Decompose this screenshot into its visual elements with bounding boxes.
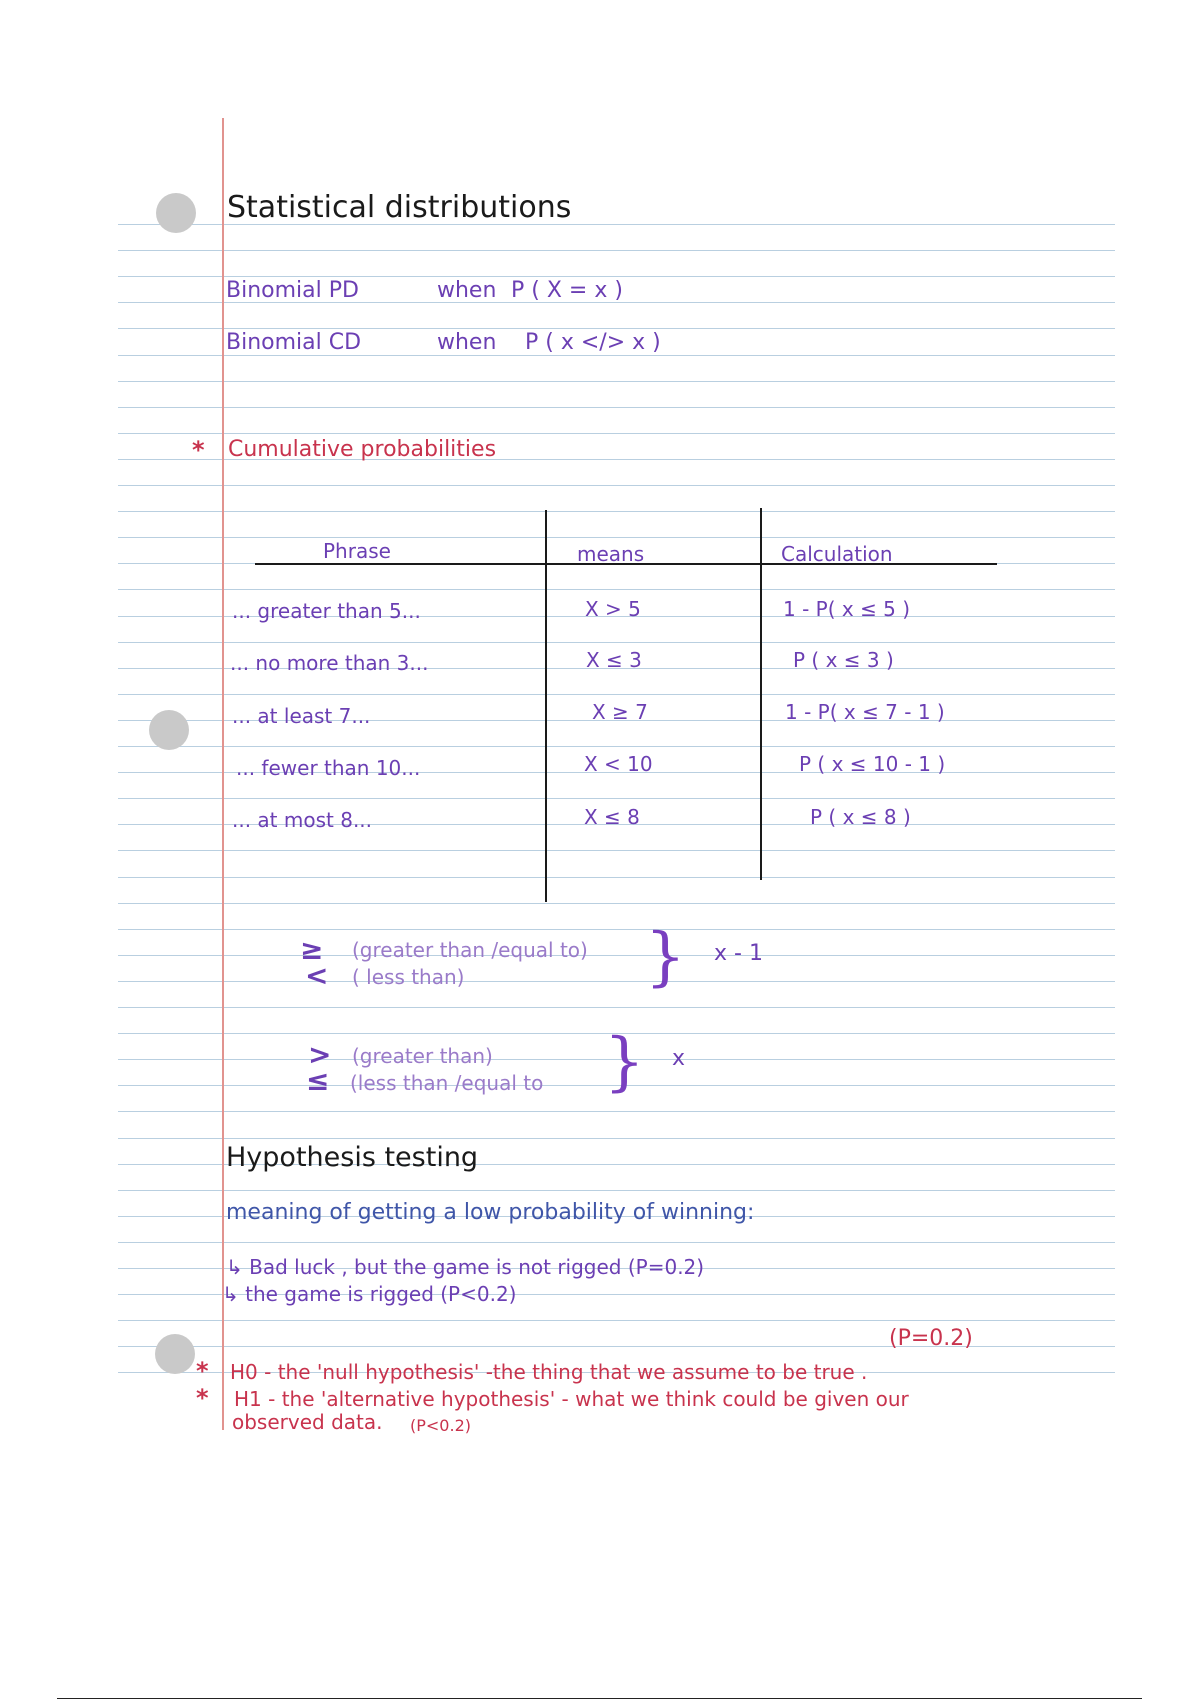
ruled-line xyxy=(118,929,1115,930)
ruled-line xyxy=(118,355,1115,356)
row-phrase: ... at least 7... xyxy=(232,704,371,728)
ruled-line xyxy=(118,903,1115,904)
table-header-means: means xyxy=(577,542,645,566)
page-title: Statistical distributions xyxy=(227,190,572,225)
rule-line: ( less than) xyxy=(352,965,465,989)
ruled-line xyxy=(118,877,1115,878)
row-calc: P ( x ≤ 3 ) xyxy=(793,648,894,672)
inequality-symbol: < xyxy=(305,959,329,992)
rule-line: (greater than) xyxy=(352,1044,493,1068)
row-phrase: ... fewer than 10... xyxy=(236,756,421,780)
ruled-line xyxy=(118,328,1115,329)
curly-brace: } xyxy=(645,920,686,994)
row-phrase: ... at most 8... xyxy=(232,808,373,832)
rule-result: x xyxy=(672,1046,686,1071)
ruled-line xyxy=(118,1111,1115,1112)
row-means: X ≤ 8 xyxy=(584,805,640,829)
binomial-cd-label: Binomial CD xyxy=(226,330,362,355)
ruled-line xyxy=(118,1320,1115,1321)
ruled-line xyxy=(118,276,1115,277)
alternative-hypothesis-definition: H1 - the 'alternative hypothesis' - what we think could be given our xyxy=(234,1387,909,1411)
ruled-line xyxy=(118,694,1115,695)
row-phrase: ... greater than 5... xyxy=(232,599,421,623)
inequality-symbol: ≤ xyxy=(306,1064,330,1097)
cumulative-heading: Cumulative probabilities xyxy=(228,437,497,462)
ruled-line xyxy=(118,850,1115,851)
row-calc: P ( x ≤ 8 ) xyxy=(810,805,911,829)
margin-line xyxy=(222,118,224,1430)
inequality-symbol: ≥ xyxy=(300,933,324,966)
star-marker: * xyxy=(196,1384,209,1412)
binomial-pd-label: Binomial PD xyxy=(226,278,359,303)
binomial-pd-expr: P ( X = x ) xyxy=(511,278,623,303)
hypothesis-bullet: ↳ the game is rigged (P<0.2) xyxy=(222,1282,517,1306)
punch-hole xyxy=(149,710,189,750)
p-value-note: (P=0.2) xyxy=(889,1326,973,1351)
ruled-line xyxy=(118,485,1115,486)
ruled-line xyxy=(118,433,1115,434)
p-value-note: (P<0.2) xyxy=(410,1416,471,1435)
ruled-line xyxy=(118,1007,1115,1008)
ruled-line xyxy=(118,589,1115,590)
null-hypothesis-definition: H0 - the 'null hypothesis' -the thing that we assume to be true . xyxy=(230,1360,868,1384)
row-phrase: ... no more than 3... xyxy=(230,651,429,675)
binomial-cd-expr: P ( x </> x ) xyxy=(525,330,661,355)
punch-hole xyxy=(156,193,196,233)
ruled-line xyxy=(118,250,1115,251)
ruled-line xyxy=(118,746,1115,747)
binomial-pd-when: when xyxy=(437,278,497,303)
ruled-line xyxy=(118,511,1115,512)
ruled-line xyxy=(118,955,1115,956)
ruled-line xyxy=(118,381,1115,382)
rule-line: (less than /equal to xyxy=(350,1071,544,1095)
table-header-calculation: Calculation xyxy=(781,542,893,566)
table-column-divider xyxy=(545,510,547,902)
hypothesis-meaning: meaning of getting a low probability of winning: xyxy=(226,1200,755,1225)
rule-result: x - 1 xyxy=(714,941,763,966)
star-marker: * xyxy=(192,436,205,464)
table-header-phrase: Phrase xyxy=(323,539,391,563)
star-marker: * xyxy=(196,1357,209,1385)
page-bottom-edge xyxy=(57,1698,1142,1699)
punch-hole xyxy=(155,1334,195,1374)
binomial-cd-when: when xyxy=(437,330,497,355)
ruled-line xyxy=(118,981,1115,982)
ruled-line xyxy=(118,537,1115,538)
row-means: X ≥ 7 xyxy=(592,700,648,724)
inequality-symbol: > xyxy=(308,1038,332,1071)
rule-line: (greater than /equal to) xyxy=(352,938,588,962)
hypothesis-heading: Hypothesis testing xyxy=(226,1142,479,1173)
row-means: X > 5 xyxy=(585,597,641,621)
row-means: X ≤ 3 xyxy=(586,648,642,672)
alternative-hypothesis-continued: observed data. xyxy=(232,1410,383,1434)
curly-brace: } xyxy=(604,1025,645,1099)
ruled-line xyxy=(118,1242,1115,1243)
ruled-line xyxy=(118,798,1115,799)
row-calc: 1 - P( x ≤ 7 - 1 ) xyxy=(785,700,945,724)
ruled-line xyxy=(118,642,1115,643)
ruled-line xyxy=(118,1138,1115,1139)
row-means: X < 10 xyxy=(584,752,653,776)
ruled-line xyxy=(118,1190,1115,1191)
ruled-line xyxy=(118,407,1115,408)
row-calc: 1 - P( x ≤ 5 ) xyxy=(783,597,911,621)
row-calc: P ( x ≤ 10 - 1 ) xyxy=(799,752,946,776)
hypothesis-bullet: ↳ Bad luck , but the game is not rigged (P=0.2) xyxy=(226,1255,705,1279)
table-column-divider xyxy=(760,508,762,880)
